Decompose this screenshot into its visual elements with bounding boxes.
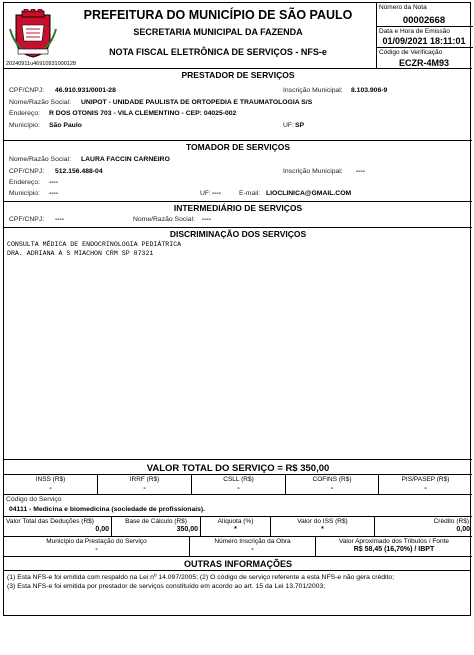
valor-cell: [4, 517, 112, 536]
valor-cell: [201, 517, 271, 536]
valor-cell: [375, 517, 472, 536]
note-number-label: Número da Nota: [379, 4, 427, 11]
intermediario-nome-value: ----: [202, 216, 212, 223]
tomador-nome-label: Nome/Razão Social:: [9, 156, 71, 163]
extra-value: -: [95, 546, 98, 553]
prefeitura-title: PREFEITURA DO MUNICÍPIO DE SÃO PAULO: [83, 8, 353, 22]
extra-label: Município da Prestação do Serviço: [46, 538, 147, 545]
note-number-value: 00002668: [402, 15, 446, 26]
verification-code-label: Código de Verificação: [379, 49, 443, 56]
tomador-im-label: Inscrição Municipal:: [283, 168, 343, 175]
discriminacao-title: DISCRIMINAÇÃO DOS SERVIÇOS: [169, 229, 307, 239]
note-number-cell: [377, 3, 473, 27]
tomador-endereco-label: Endereço:: [9, 179, 40, 186]
valor-label: Valor Total das Deduções (R$): [6, 518, 94, 525]
prestador-im-label: Inscrição Municipal:: [283, 87, 343, 94]
prestador-uf-value: SP: [295, 122, 305, 129]
prestador-municipio-value: São Paulo: [49, 122, 82, 129]
valor-cell: [271, 517, 375, 536]
tributo-value: -: [143, 485, 146, 492]
tomador-municipio-label: Município:: [9, 190, 40, 197]
sao-paulo-coat-of-arms-icon: [8, 9, 58, 59]
extra-cell: [316, 537, 472, 556]
tomador-email-label: E-mail:: [239, 190, 261, 197]
tributo-value: -: [424, 485, 427, 492]
prestador-nome-value: UNIPOT - UNIDADE PAULISTA DE ORTOPEDIA E TRAUMATOLOGIA S/S: [81, 99, 313, 106]
codigo-servico-value: 04111 - Medicina e biomedicina (sociedade de profissionais).: [9, 506, 206, 513]
valor-value: 350,00: [176, 526, 198, 533]
valor-label: Alíquota (%): [217, 518, 254, 525]
prestador-im-value: 8.103.906-9: [351, 87, 388, 94]
tomador-nome-value: LAURA FACCIN CARNEIRO: [81, 156, 170, 163]
tributo-label: COFINS (R$): [312, 476, 352, 483]
prestador-title: PRESTADOR DE SERVIÇOS: [181, 70, 295, 80]
tomador-endereco-value: ----: [49, 179, 59, 186]
intermediario-cpf-label: CPF/CNPJ:: [9, 216, 45, 223]
tomador-cpf-label: CPF/CNPJ:: [9, 168, 45, 175]
extra-value: -: [251, 546, 254, 553]
prestador-cpf-label: CPF/CNPJ:: [9, 87, 45, 94]
tributo-value: -: [330, 485, 334, 492]
logo-identifier: 20240911u46910931000128: [6, 61, 76, 67]
tomador-im-value: ----: [356, 168, 366, 175]
extra-info-row: [4, 537, 472, 557]
tomador-section: [4, 141, 472, 202]
tributo-value: -: [49, 485, 52, 492]
tributo-cell: [4, 475, 98, 494]
tomador-title: TOMADOR DE SERVIÇOS: [185, 142, 291, 152]
valor-label: Valor do ISS (R$): [297, 518, 348, 525]
valor-value: 0,00: [95, 526, 109, 533]
service-description-line: CONSULTA MÉDICA DE ENDOCRINOLOGIA PEDIÁTRICA: [7, 241, 182, 248]
tributo-cell: [192, 475, 286, 494]
tomador-email-value: LIOCLINICA@GMAIL.COM: [266, 190, 352, 197]
tributo-label: PIS/PASEP (R$): [401, 476, 450, 483]
prestador-cpf-value: 46.910.931/0001-28: [55, 87, 116, 94]
secretaria-title: SECRETARIA MUNICIPAL DA FAZENDA: [133, 27, 303, 37]
tributo-cell: [379, 475, 472, 494]
total-section: [4, 460, 472, 475]
document-title: NOTA FISCAL ELETRÔNICA DE SERVIÇOS - NFS-e: [109, 47, 327, 57]
issue-date-cell: [377, 27, 473, 48]
header: [4, 3, 472, 69]
outras-info-line: (1) Esta NFS-e foi emitida com respaldo na Lei nº 14.097/2005; (2) O código de serviço referente a esta NFS-e não gera crédito;: [7, 574, 395, 581]
extra-value: R$ 58,45 (16,70%) / IBPT: [353, 546, 435, 553]
tributo-label: CSLL (R$): [223, 476, 254, 483]
extra-label: Valor Aproximado dos Tributos / Fonte: [338, 538, 450, 545]
outras-informacoes-section: [4, 557, 470, 615]
intermediario-cpf-value: ----: [55, 216, 65, 223]
valor-value: *: [321, 526, 324, 533]
tributo-label: IRRF (R$): [129, 476, 160, 483]
prestador-section: [4, 69, 472, 141]
prestador-endereco-label: Endereço:: [9, 110, 40, 117]
intermediario-title: INTERMEDIÁRIO DE SERVIÇOS: [173, 203, 303, 213]
total-value: VALOR TOTAL DO SERVIÇO = R$ 350,00: [146, 463, 330, 474]
verification-code-cell: [377, 48, 473, 69]
extra-cell: [4, 537, 190, 556]
prestador-uf-label: UF:: [283, 122, 294, 129]
tomador-cpf-value: 512.156.488-04: [55, 168, 103, 175]
valor-label: Base de Cálculo (R$): [125, 518, 187, 525]
service-description-line: DRA. ADRIANA A S MIACHON CRM SP 87321: [7, 250, 154, 257]
prestador-nome-label: Nome/Razão Social:: [9, 99, 71, 106]
valor-value: 0,00: [456, 526, 470, 533]
issue-date-value: 01/09/2021 18:11:01: [382, 36, 466, 46]
tomador-uf-label: UF:: [200, 190, 211, 197]
intermediario-nome-label: Nome/Razão Social:: [133, 216, 195, 223]
tributo-label: INSS (R$): [35, 476, 66, 483]
valor-label: Crédito (R$): [433, 518, 469, 525]
note-info-box: [376, 3, 472, 69]
tributos-row: [4, 475, 472, 495]
outras-informacoes-title: OUTRAS INFORMAÇÕES: [184, 559, 292, 569]
tributo-cell: [98, 475, 192, 494]
prestador-endereco-value: R DOS OTONIS 703 - VILA CLEMENTINO - CEP: 04025-002: [49, 110, 237, 117]
extra-cell: [190, 537, 316, 556]
tomador-uf-value: ----: [212, 190, 222, 197]
valores-row: [4, 517, 472, 537]
codigo-servico-label: Código do Serviço: [6, 496, 62, 503]
intermediario-section: [4, 202, 472, 228]
valor-cell: [112, 517, 201, 536]
tributo-cell: [286, 475, 379, 494]
tomador-municipio-value: ----: [49, 190, 59, 197]
extra-label: Número Inscrição da Obra: [214, 538, 291, 545]
codigo-servico-section: [4, 495, 472, 517]
issue-date-label: Data e Hora de Emissão: [379, 28, 450, 35]
discriminacao-section: [4, 228, 472, 460]
nfse-document: [3, 2, 471, 616]
verification-code-value: ECZR-4M93: [398, 58, 449, 68]
outras-info-line: (3) Esta NFS-e foi emitida por prestador de serviços constituído em acordo ao art. 15 da Lei 13.701/2003;: [7, 583, 326, 590]
prestador-municipio-label: Município:: [9, 122, 40, 129]
tributo-value: -: [237, 485, 240, 492]
valor-value: *: [234, 526, 237, 533]
